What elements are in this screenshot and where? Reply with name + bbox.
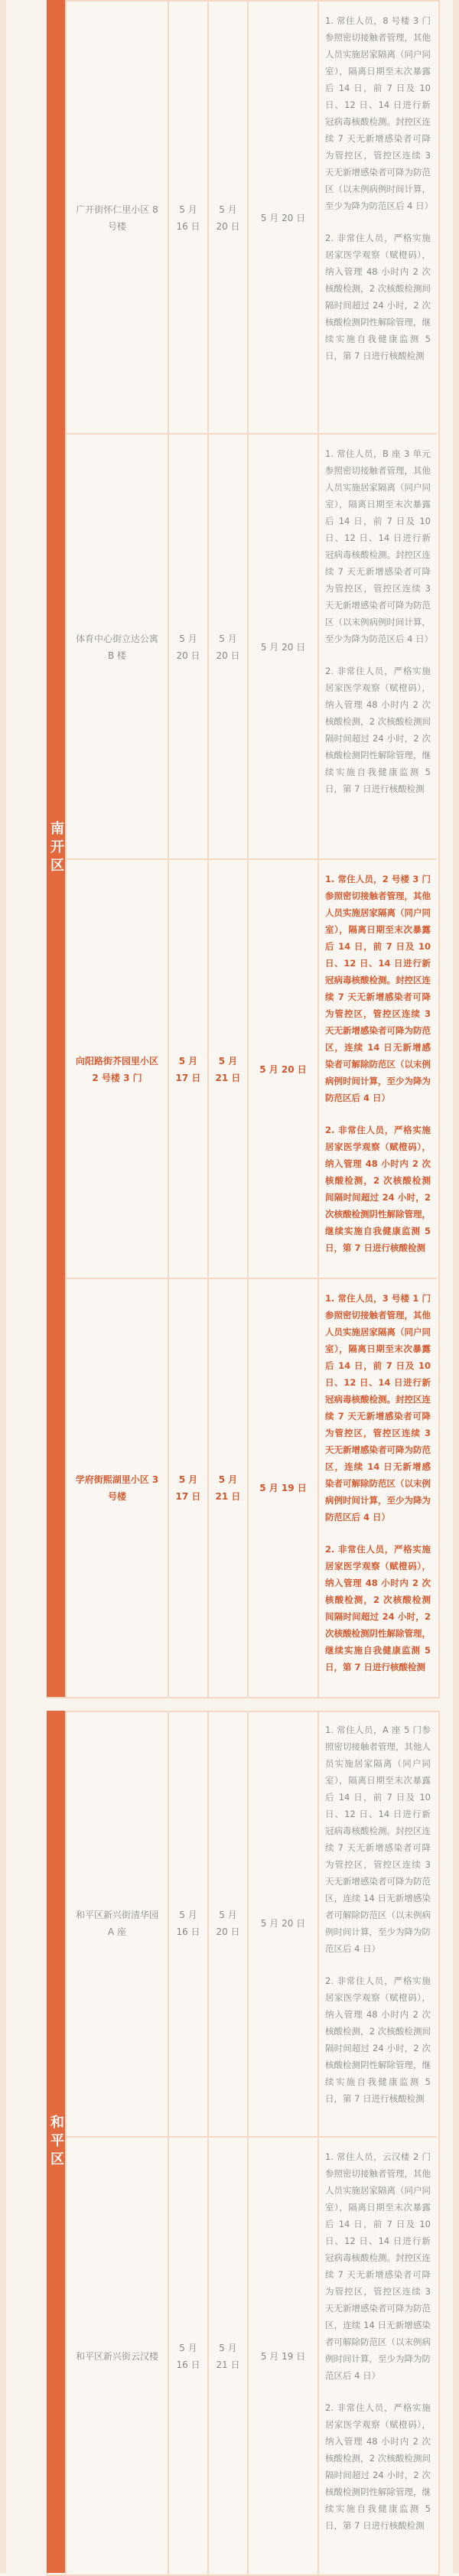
date-cell: 5 月 17 日 [168,860,207,1279]
address-cell: 学府街熙湖里小区 3 号楼 [65,1279,168,1697]
right-decor [453,0,459,2573]
measure-resident: 1. 常住人员，B 座 3 单元参照密切接触者管理，其他人员实施居家隔离（同户同室），隔离日期至末次暴露后 14 日，前 7 日及 10 日、12 日、14 日进行新冠病毒核酸检测。封控区连续 7 天无新增感染者可降为管控区，管控区连续 3 天无新增感染者可降为防范区（以末例病例时间计算，至少为降为防范区后 4 日） [325,448,434,644]
date-cell: 5 月 16 日 [168,2138,207,2574]
date-cell: 5 月 20 日 [247,2,317,435]
left-decor [0,0,6,2573]
date-cell: 5 月 20 日 [168,435,207,860]
measure-resident: 1. 常住人员，A 座 5 门参照密切接触者管理，其他人员实施居家隔离（同户同室），隔离日期至末次暴露后 14 日，前 7 日及 10 日、12 日、14 日进行新冠病毒核酸检测。封控区连续 7 天无新增感染者可降为管控区，管控区连续 3 天无新增感染者可降为防范区，连续 14 日无新增感染者可解除防范区（以末例病例时间计算，至少为降为防范区后 4 日） [325,1724,431,1954]
measures-cell [317,435,437,860]
date-cell: 5 月 19 日 [247,2138,317,2574]
date-cell: 5 月 17 日 [168,1279,207,1697]
table-row [65,858,437,1279]
measures-cell [317,2,437,435]
address-cell: 体育中心街立达公寓 B 楼 [65,435,168,860]
measures-cell [317,1711,437,2136]
date-cell: 5 月 19 日 [247,1279,317,1697]
date-cell: 5 月 20 日 [247,1711,317,2136]
date-cell: 5 月 16 日 [168,1711,207,2136]
measure-nonresident: 2. 非常住人员，严格实施居家医学观察（赋橙码），纳入管理 48 小时内 2 次核酸检测，2 次核酸检测间隔时间超过 24 小时，2 次核酸检测阴性解除管理，继续实施自我健康监测 5 日，第 7 日进行核酸检测 [325,1125,431,1253]
address-cell: 向阳路街芥园里小区 2 号楼 3 门 [65,860,168,1279]
measure-nonresident: 2. 非常住人员，严格实施居家医学观察（赋橙码），纳入管理 48 小时内 2 次核酸检测，2 次核酸检测间隔时间超过 24 小时，2 次核酸检测阴性解除管理，继续实施自我健康监测 5 日，第 7 日进行核酸检测 [325,233,431,361]
table-row [65,2136,437,2574]
table-row [65,0,437,435]
measure-resident: 1. 常住人员，8 号楼 3 门参照密切接触者管理，其他人员实施居家隔离（同户同室），隔离日期至末次暴露后 14 日，前 7 日及 10 日、12 日、14 日进行新冠病毒核酸检测。封控区连续 7 天无新增感染者可降为管控区，管控区连续 3 天无新增感染者可降为防范区（以末例病例时间计算，至少为降为防范区后 4 日） [325,15,434,211]
measures-cell [317,2138,437,2574]
date-cell: 5 月 20 日 [247,860,317,1279]
date-cell: 5 月 21 日 [207,1279,247,1697]
address-cell: 和平区新兴街云汉楼 [65,2138,168,2574]
table-row [65,1711,437,2136]
district-label: 和平区 [47,1711,65,2573]
address-cell: 广开街怀仁里小区 8 号楼 [65,2,168,435]
table-row [65,433,437,860]
measures-cell [317,860,437,1279]
district-label: 南开区 [47,0,65,1697]
date-cell: 5 月 16 日 [168,2,207,435]
measure-resident: 1. 常住人员，2 号楼 3 门参照密切接触者管理，其他人员实施居家隔离（同户同室），隔离日期至末次暴露后 14 日，前 7 日及 10 日、12 日、14 日进行新冠病毒核酸检测。封控区连续 7 天无新增感染者可降为管控区，管控区连续 3 天无新增感染者可降为防范区，连续 14 日无新增感染者可解除防范区（以末例病例时间计算，至少为降为防范区后 4 日） [325,874,431,1103]
measure-nonresident: 2. 非常住人员，严格实施居家医学观察（赋橙码），纳入管理 48 小时内 2 次核酸检测，2 次核酸检测间隔时间超过 24 小时，2 次核酸检测阴性解除管理，继续实施自我健康监测 5 日，第 7 日进行核酸检测 [325,2402,431,2531]
address-cell: 和平区新兴街清华园 A 座 [65,1711,168,2136]
date-cell: 5 月 20 日 [247,435,317,860]
table-row [65,1278,437,1697]
date-cell: 5 月 20 日 [207,1711,247,2136]
date-cell: 5 月 20 日 [207,435,247,860]
measures-cell [317,1279,437,1697]
measure-resident: 1. 常住人员，3 号楼 1 门参照密切接触者管理，其他人员实施居家隔离（同户同室），隔离日期至末次暴露后 14 日，前 7 日及 10 日、12 日、14 日进行新冠病毒核酸检测。封控区连续 7 天无新增感染者可降为管控区，管控区连续 3 天无新增感染者可降为防范区，连续 14 日无新增感染者可解除防范区（以末例病例时间计算，至少为降为防范区后 4 日） [325,1293,431,1522]
date-cell: 5 月 21 日 [207,2138,247,2574]
measure-nonresident: 2. 非常住人员，严格实施居家医学观察（赋橙码），纳入管理 48 小时内 2 次核酸检测，2 次核酸检测间隔时间超过 24 小时，2 次核酸检测阴性解除管理，继续实施自我健康监测 5 日，第 7 日进行核酸检测 [325,1544,431,1672]
date-cell: 5 月 21 日 [207,860,247,1279]
measure-nonresident: 2. 非常住人员，严格实施居家医学观察（赋橙码），纳入管理 48 小时内 2 次核酸检测，2 次核酸检测间隔时间超过 24 小时，2 次核酸检测阴性解除管理，继续实施自我健康监测 5 日，第 7 日进行核酸检测 [325,1975,431,2104]
date-cell: 5 月 20 日 [207,2,247,435]
measure-nonresident: 2. 非常住人员，严格实施居家医学观察（赋橙码），纳入管理 48 小时内 2 次核酸检测，2 次核酸检测间隔时间超过 24 小时，2 次核酸检测阴性解除管理，继续实施自我健康监测 5 日，第 7 日进行核酸检测 [325,666,431,794]
measure-resident: 1. 常住人员，云汉楼 2 门参照密切接触者管理，其他人员实施居家隔离（同户同室），隔离日期至末次暴露后 14 日，前 7 日及 10 日、12 日、14 日进行新冠病毒核酸检测。封控区连续 7 天无新增感染者可降为管控区，管控区连续 3 天无新增感染者可降为防范区，连续 14 日无新增感染者可解除防范区（以末例病例时间计算，至少为降为防范区后 4 日） [325,2151,431,2381]
